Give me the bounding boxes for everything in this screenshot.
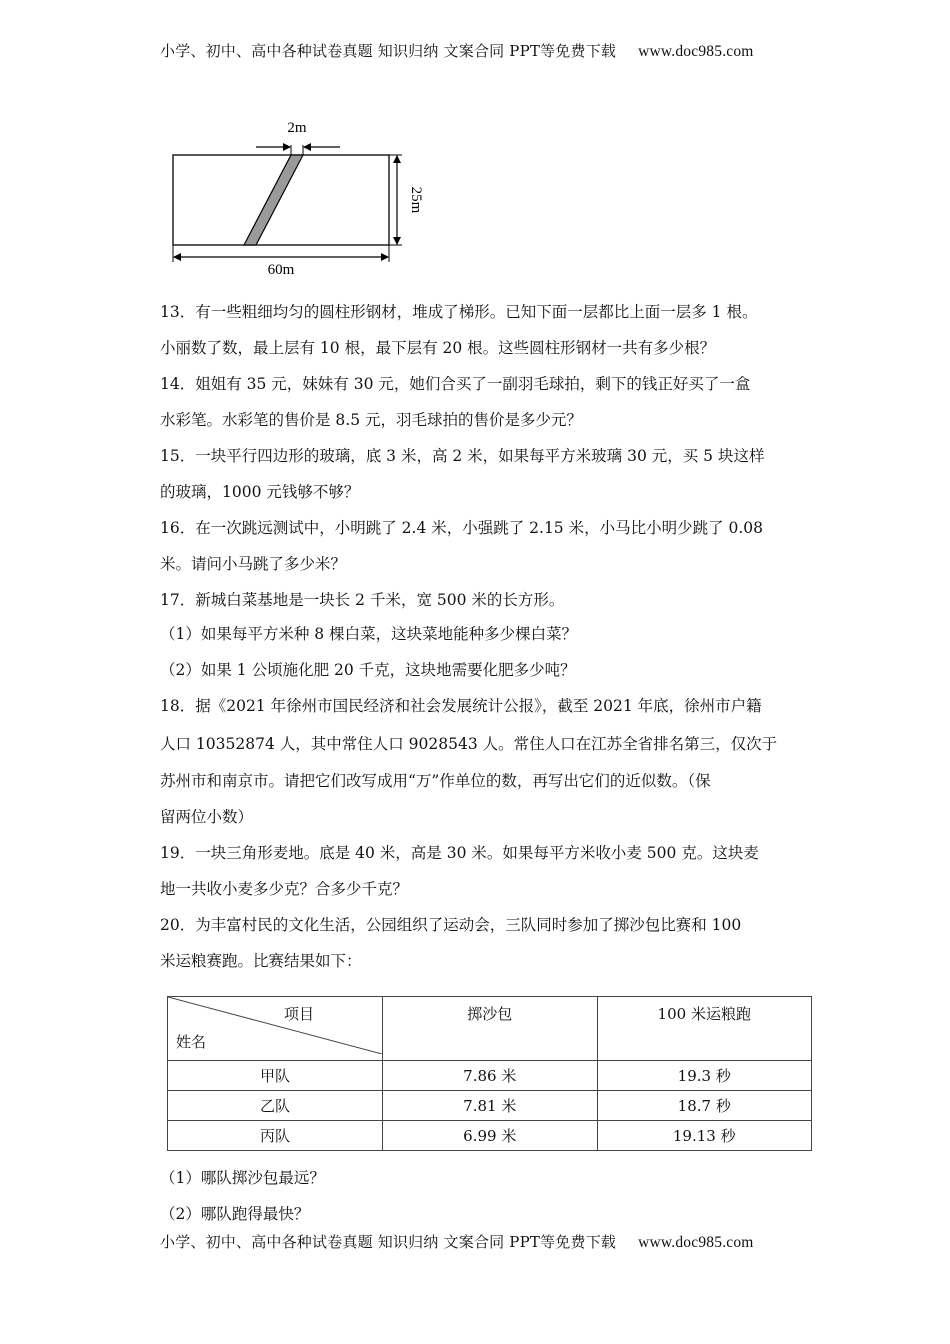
q15-line2: 的玻璃，1000 元钱够不够？ xyxy=(160,483,360,501)
throw-value: 7.81 米 xyxy=(383,1091,598,1121)
q14-line2: 水彩笔。水彩笔的售价是 8.5 元，羽毛球拍的售价是多少元？ xyxy=(160,411,583,429)
team-name: 甲队 xyxy=(168,1061,383,1091)
header-text: 小学、初中、高中各种试卷真题 知识归纳 文案合同 PPT等免费下载 xyxy=(160,42,617,60)
corner-row-label: 姓名 xyxy=(176,1033,207,1051)
q17-sub2: （2）如果 1 公顷施化肥 20 千克，这块地需要化肥多少吨？ xyxy=(160,661,576,679)
table-row xyxy=(168,1121,812,1151)
header-site: www.doc985.com xyxy=(638,43,754,60)
q20-sub1: （1）哪队掷沙包最远？ xyxy=(160,1169,325,1187)
q15-line1: 15．一块平行四边形的玻璃，底 3 米，高 2 米，如果每平方米玻璃 30 元，买 5 块这样 xyxy=(160,447,765,465)
q18-line1: 18．据《2021 年徐州市国民经济和社会发展统计公报》，截至 2021 年底，徐州市户籍 xyxy=(160,697,762,715)
field-rectangle xyxy=(173,155,389,245)
q19-line2: 地一共收小麦多少克？合多少千克？ xyxy=(160,880,409,898)
q18-line4: 留两位小数） xyxy=(160,808,254,826)
corner-cell xyxy=(168,997,383,1061)
team-name: 乙队 xyxy=(168,1091,383,1121)
road-width-label: 2m xyxy=(287,120,307,136)
footer-site: www.doc985.com xyxy=(638,1234,754,1251)
header-throw: 掷沙包 xyxy=(383,997,598,1061)
q16-line2: 米。请问小马跳了多少米？ xyxy=(160,555,347,573)
q20-sub2: （2）哪队跑得最快？ xyxy=(160,1205,310,1223)
header-run: 100 米运粮跑 xyxy=(597,997,812,1061)
q18-line3: 苏州市和南京市。请把它们改写成用“万”作单位的数，再写出它们的近似数。（保 xyxy=(160,772,711,790)
results-table xyxy=(167,996,812,1151)
page-header xyxy=(160,40,754,61)
field-figure xyxy=(160,112,440,282)
q18-line2: 人口 10352874 人，其中常住人口 9028543 人。常住人口在江苏全省排名第三，仅次于 xyxy=(160,735,778,753)
table-row xyxy=(168,1061,812,1091)
q13-line2: 小丽数了数，最上层有 10 根，最下层有 20 根。这些圆柱形钢材一共有多少根？ xyxy=(160,339,716,357)
run-value: 19.3 秒 xyxy=(597,1061,812,1091)
q20-line2: 米运粮赛跑。比赛结果如下： xyxy=(160,952,362,970)
q13-line1: 13．有一些粗细均匀的圆柱形钢材，堆成了梯形。已知下面一层都比上面一层多 1 根。 xyxy=(160,303,758,321)
run-value: 19.13 秒 xyxy=(597,1121,812,1151)
run-value: 18.7 秒 xyxy=(597,1091,812,1121)
q14-line1: 14．姐姐有 35 元，妹妹有 30 元，她们合买了一副羽毛球拍，剩下的钱正好买了一盒 xyxy=(160,375,751,393)
throw-value: 6.99 米 xyxy=(383,1121,598,1151)
team-name: 丙队 xyxy=(168,1121,383,1151)
page-footer xyxy=(160,1231,754,1252)
footer-text: 小学、初中、高中各种试卷真题 知识归纳 文案合同 PPT等免费下载 xyxy=(160,1233,617,1251)
table-header-row xyxy=(168,997,812,1061)
q19-line1: 19．一块三角形麦地。底是 40 米，高是 30 米。如果每平方米收小麦 500 克。这块麦 xyxy=(160,844,759,862)
q17-sub1: （1）如果每平方米种 8 棵白菜，这块菜地能种多少棵白菜？ xyxy=(160,625,578,643)
road-strip xyxy=(244,155,303,245)
height-label: 25m xyxy=(408,186,424,214)
length-label: 60m xyxy=(267,262,295,278)
corner-column-label: 项目 xyxy=(284,1005,315,1023)
q20-line1: 20．为丰富村民的文化生活，公园组织了运动会，三队同时参加了掷沙包比赛和 100 xyxy=(160,916,742,934)
throw-value: 7.86 米 xyxy=(383,1061,598,1091)
q16-line1: 16．在一次跳远测试中，小明跳了 2.4 米，小强跳了 2.15 米，小马比小明少跳了 0.08 xyxy=(160,519,764,537)
table-row xyxy=(168,1091,812,1121)
q17-line1: 17．新城白菜基地是一块长 2 千米，宽 500 米的长方形。 xyxy=(160,591,565,609)
